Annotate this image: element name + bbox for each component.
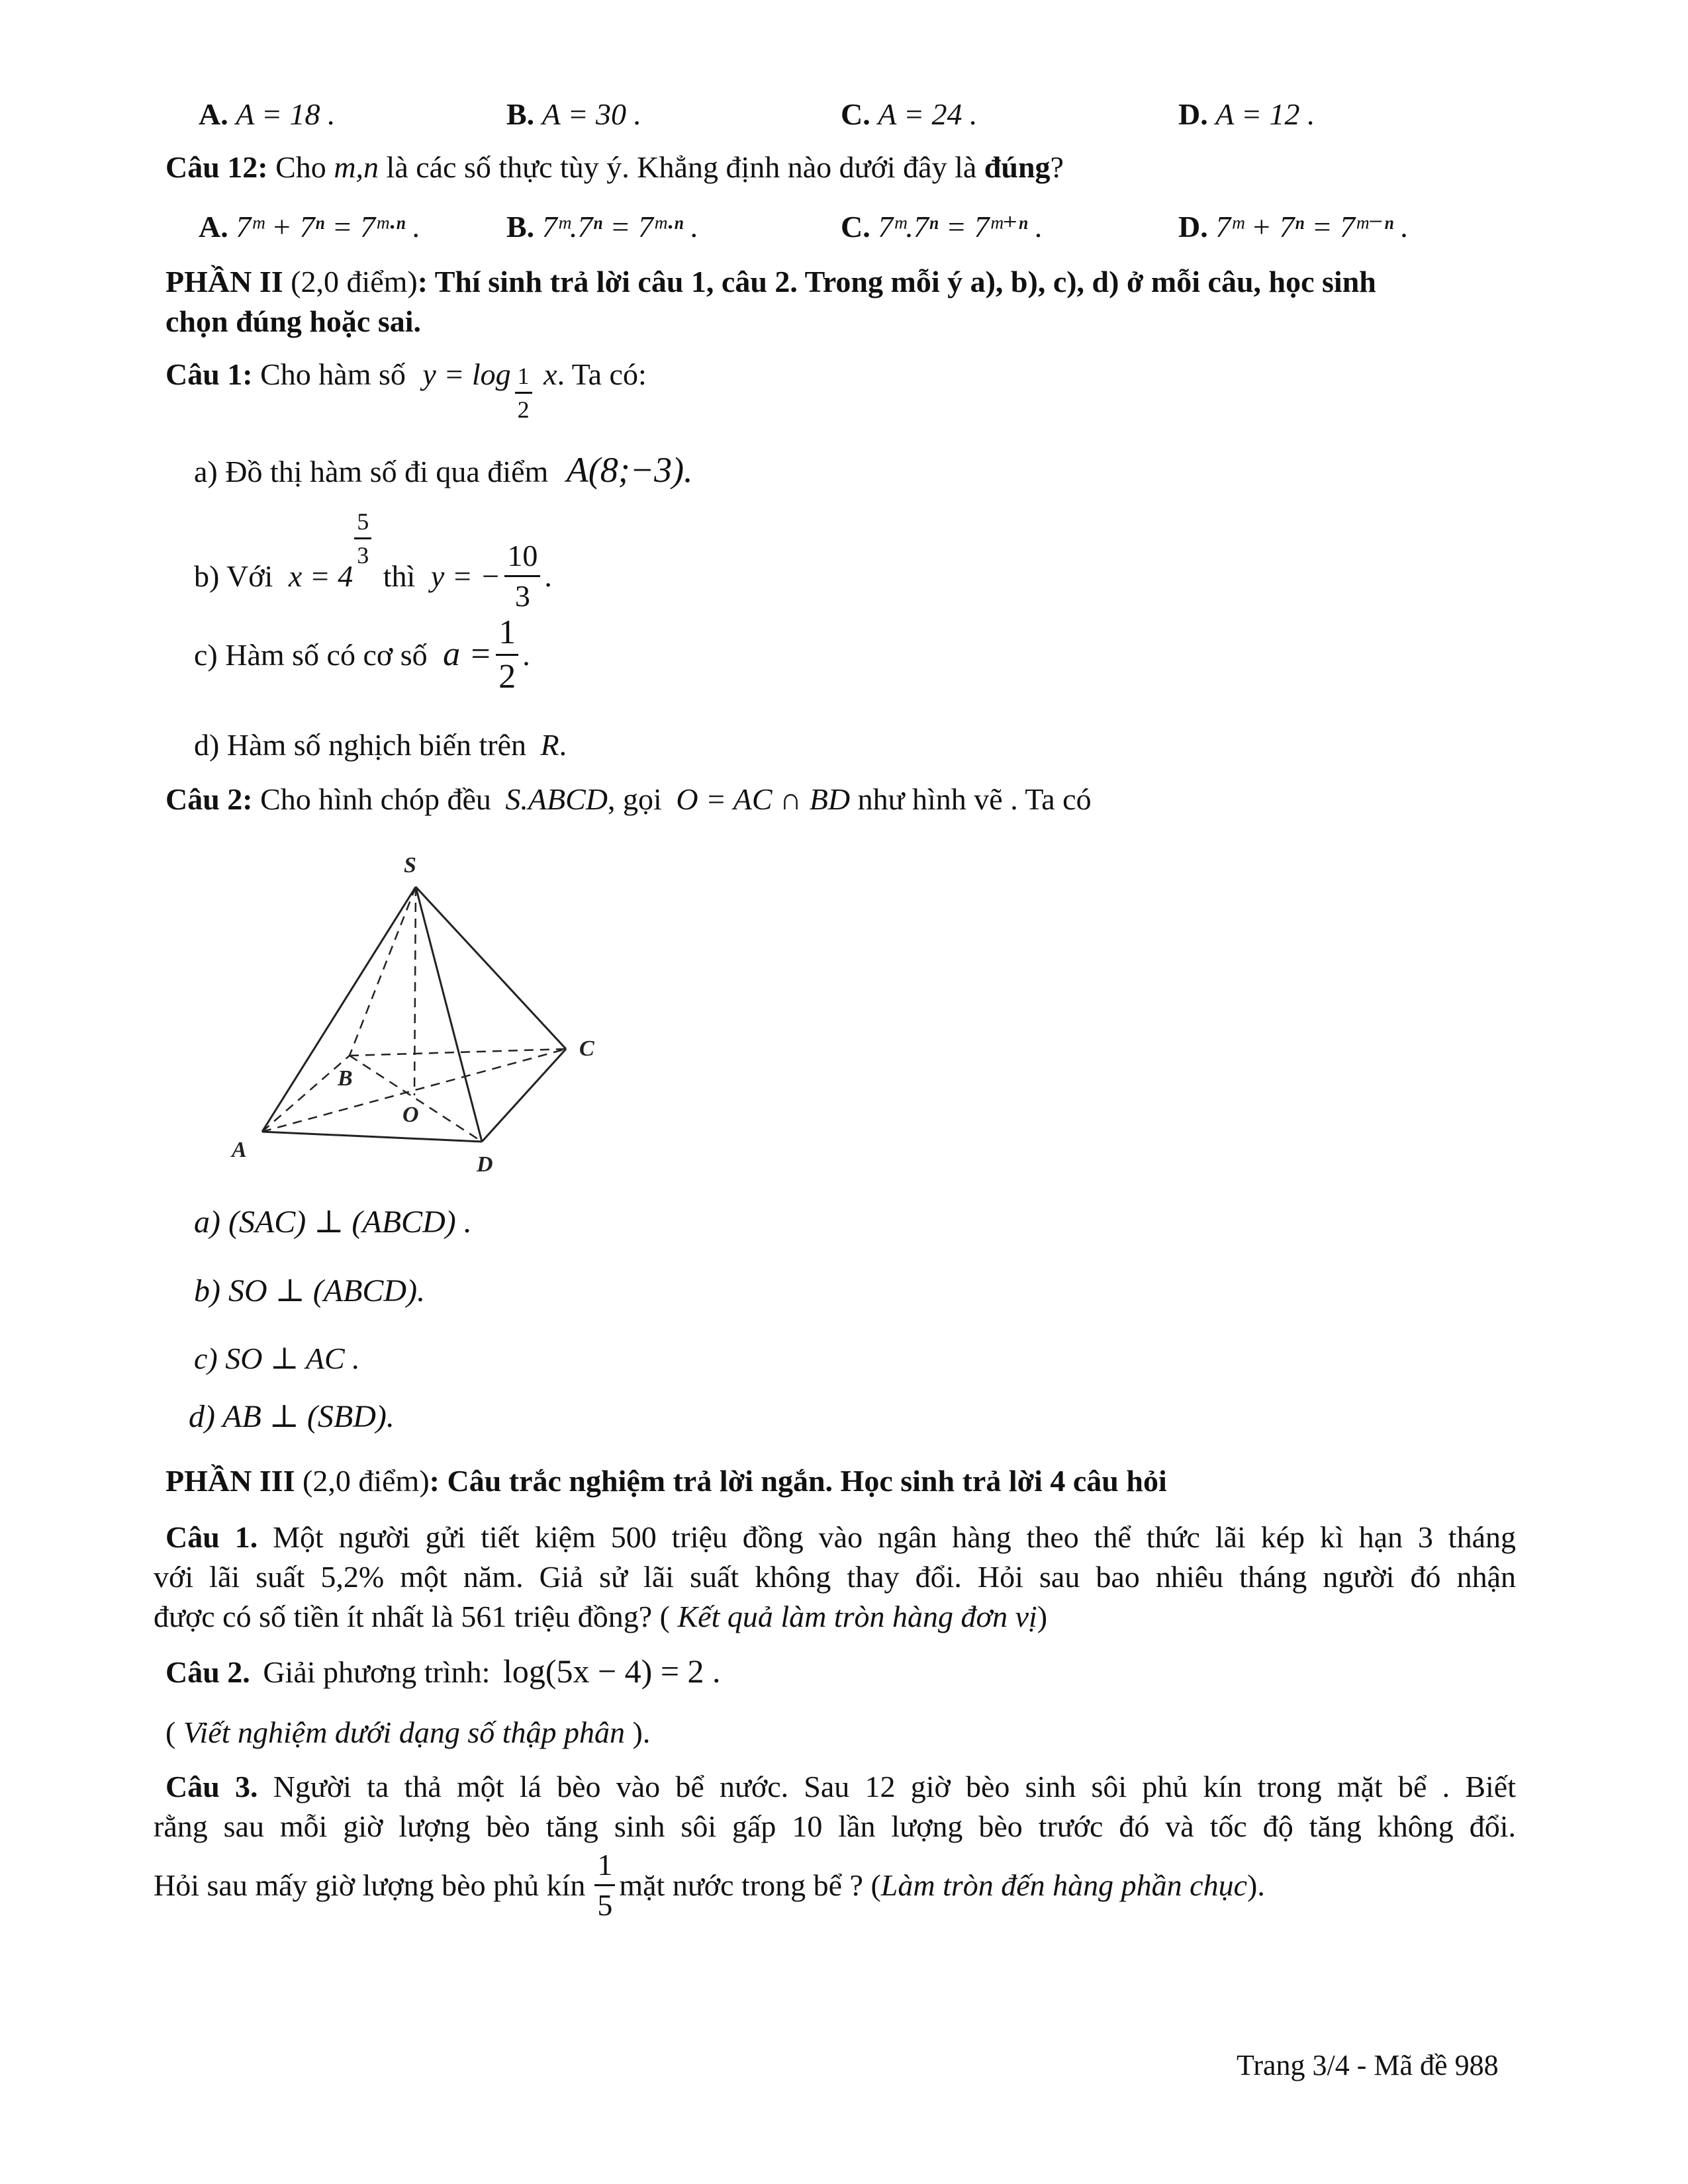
edge-dc <box>482 1049 566 1142</box>
p2q1-statement-b: b) Với x = 4 $\frac{5}{3}$ thì y = − $\frac{10}{3}$ . <box>194 508 552 613</box>
edge-sb <box>350 887 416 1056</box>
edge-sa <box>262 887 416 1132</box>
height-so <box>414 887 416 1095</box>
label-s: S <box>404 853 416 878</box>
part3-heading: PHẦN III (2,0 điểm): Câu trắc nghiệm trả lời ngắn. Học sinh trả lời 4 câu hỏi <box>165 1464 1167 1498</box>
p3q1-line3: được có số tiền ít nhất là 561 triệu đồng? ( Kết quả làm tròn hàng đơn vị) <box>154 1600 1048 1633</box>
edge-sd <box>416 887 482 1142</box>
q12-option-c: C. 7ᵐ.7ⁿ = 7ᵐ⁺ⁿ . <box>841 210 1043 244</box>
part2-heading: PHẦN II (2,0 điểm): Thí sinh trả lời câu 1, câu 2. Trong mỗi ý a), b), c), d) ở mỗi câu, học sinh <box>165 265 1376 298</box>
q12-stem: Câu 12: Cho m,n là các số thực tùy ý. Khẳng định nào dưới đây là đúng? <box>165 150 1064 184</box>
p2q2-statement-b: b) SO ⊥ (ABCD). <box>194 1273 426 1308</box>
label-d: D <box>477 1152 493 1177</box>
p3q1-line2: với lãi suất 5,2% một năm. Giả sử lãi suất không thay đổi. Hỏi sau bao nhiêu tháng người đó nhận <box>154 1560 1516 1594</box>
one-fifth-fraction: $\frac{1}{5}$ <box>594 1850 615 1921</box>
exponent-fraction: $\frac{5}{3}$ <box>354 510 371 567</box>
log-base-fraction: $\frac{1}{2}$ <box>515 364 532 422</box>
edge-ab <box>262 1056 350 1132</box>
q11-option-c: C. A = 24 . <box>841 97 978 131</box>
part2-heading-line2: chọn đúng hoặc sai. <box>165 304 422 338</box>
p2q2-statement-a: a) (SAC) ⊥ (ABCD) . <box>194 1205 472 1240</box>
q11-option-d: D. A = 12 . <box>1178 97 1315 131</box>
pyramid-figure <box>225 841 622 1185</box>
p2q1-statement-a: a) Đồ thị hàm số đi qua điểm A(8;−3). <box>194 450 693 490</box>
p2q1-statement-c: c) Hàm số có cơ số a = $\frac{1}{2}$ . <box>194 614 530 696</box>
p3q3-line2: rằng sau mỗi giờ lượng bèo tăng sinh sôi gấp 10 lần lượng bèo trước đó và tốc độ tăng không đổi. <box>154 1809 1516 1843</box>
p3q2-note: ( Viết nghiệm dưới dạng số thập phân ). <box>165 1715 651 1749</box>
q12-option-a: A. 7ᵐ + 7ⁿ = 7ᵐ·ⁿ . <box>199 210 421 244</box>
y-value-fraction: $\frac{10}{3}$ <box>504 541 540 612</box>
q11-option-b: B. A = 30 . <box>506 97 641 131</box>
q12-option-d: D. 7ᵐ + 7ⁿ = 7ᵐ⁻ⁿ . <box>1178 210 1409 244</box>
p2q1-stem: Câu 1: Cho hàm số y = log $\frac{1}{2}$ x. Ta có: <box>165 357 647 423</box>
p3q3-line1: Câu 3. Người ta thả một lá bèo vào bể nước. Sau 12 giờ bèo sinh sôi phủ kín trong mặt bể . Biết <box>165 1770 1516 1803</box>
base-fraction: $\frac{1}{2}$ <box>496 615 518 694</box>
p2q1-statement-d: d) Hàm số nghịch biến trên R. <box>194 728 567 762</box>
label-a: A <box>232 1138 247 1162</box>
label-c: C <box>579 1036 594 1061</box>
edge-sc <box>416 887 566 1049</box>
p2q2-stem: Câu 2: Cho hình chóp đều S.ABCD, gọi O = AC ∩ BD như hình vẽ . Ta có <box>165 782 1092 816</box>
p3q3-line3: Hỏi sau mấy giờ lượng bèo phủ kín $\frac{1}{5}$ mặt nước trong bể ? (Làm tròn đến hàng phần chục). <box>154 1848 1265 1922</box>
edge-ad <box>262 1132 482 1142</box>
p3q2-stem: Câu 2. Giải phương trình: log(5x − 4) = 2 . <box>165 1653 721 1690</box>
p2q2-statement-c: c) SO ⊥ AC . <box>194 1342 360 1375</box>
p3q1-line1: Câu 1. Một người gửi tiết kiệm 500 triệu đồng vào ngân hàng theo thể thức lãi kép kì hạn 3 tháng <box>165 1520 1516 1554</box>
page-footer: Trang 3/4 - Mã đề 988 <box>1237 2049 1499 2081</box>
q11-option-a: A. A = 18 . <box>199 97 336 131</box>
label-b: B <box>338 1066 353 1091</box>
label-o: O <box>402 1103 419 1127</box>
q12-option-b: B. 7ᵐ.7ⁿ = 7ᵐ·ⁿ . <box>506 210 699 244</box>
p2q2-statement-d: d) AB ⊥ (SBD). <box>189 1399 395 1434</box>
